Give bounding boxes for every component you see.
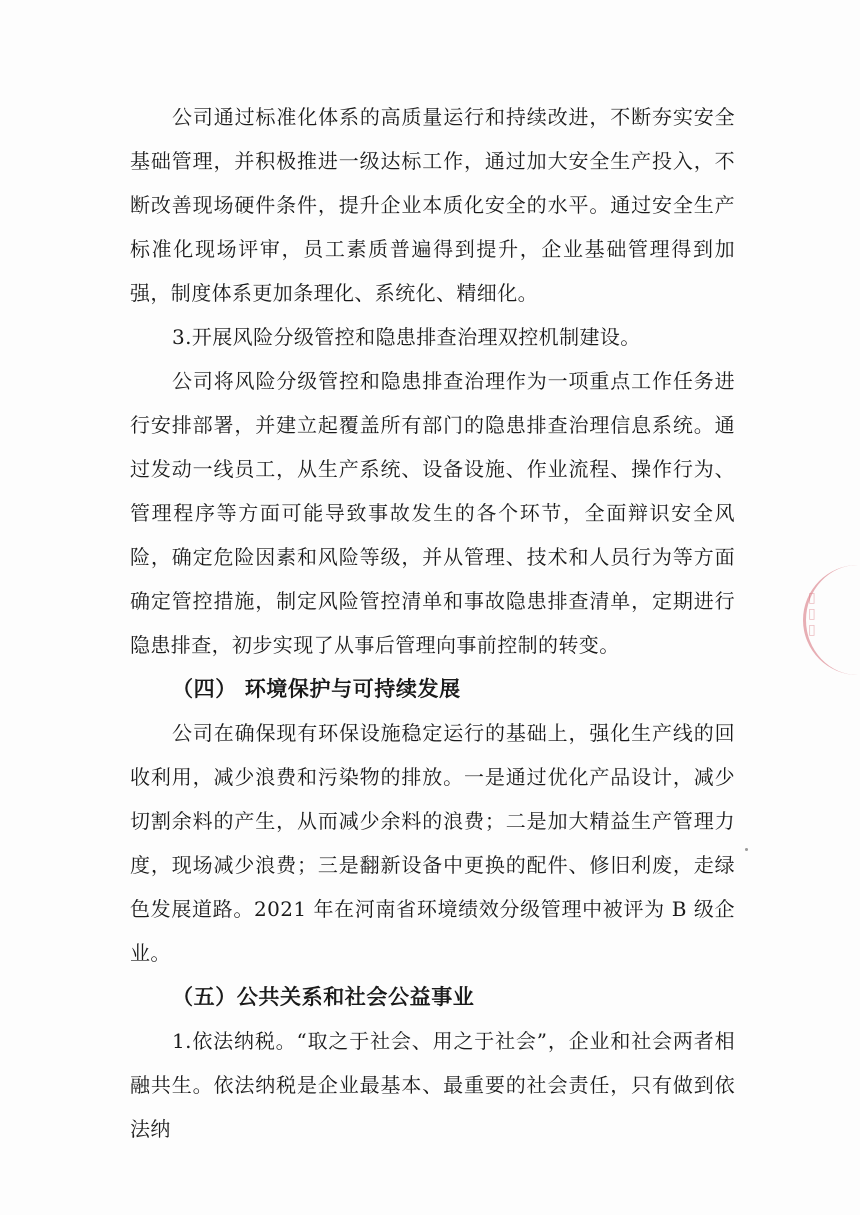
document-body xyxy=(130,95,735,1151)
scan-speck xyxy=(745,848,748,851)
section-4-heading: （四） 环境保护与可持续发展 xyxy=(172,676,461,701)
paragraph-risk-control: 公司将风险分级管控和隐患排查治理作为一项重点工作任务进行安排部署，并建立起覆盖所有部门的隐患排查治理信息系统。通过发动一线员工，从生产系统、设备设施、作业流程、操作行为、管理程序等方面可能导致事故发生的各个环节，全面辩识安全风险，确定危险因素和风险等级，并从管理、技术和人员行为等方面确定管控措施，制定风险管控清单和事故隐患排查清单，定期进行隐患排查，初步实现了从事后管理向事前控制的转变。 xyxy=(130,369,735,657)
item-3-title: 3.开展风险分级管控和隐患排查治理双控机制建设。 xyxy=(172,325,641,349)
seal-fragment-mark: ▯ ▯ ▯ xyxy=(808,590,816,638)
paragraph-standardization: 公司通过标准化体系的高质量运行和持续改进，不断夯实安全基础管理，并积极推进一级达标工作，通过加大安全生产投入，不断改善现场硬件条件，提升企业本质化安全的水平。通过安全生产标准化现场评审，员工素质普遍得到提升，企业基础管理得到加强，制度体系更加条理化、系统化、精细化。 xyxy=(130,105,735,305)
paragraph-tax: 1.依法纳税。“取之于社会、用之于社会”，企业和社会两者相融共生。依法纳税是企业最基本、最重要的社会责任，只有做到依法纳 xyxy=(130,1029,735,1141)
section-5-heading: （五）公共关系和社会公益事业 xyxy=(172,984,475,1009)
paragraph-environment: 公司在确保现有环保设施稳定运行的基础上，强化生产线的回收利用，减少浪费和污染物的排放。一是通过优化产品设计，减少切割余料的产生，从而减少余料的浪费；二是加大精益生产管理力度，现场减少浪费；三是翻新设备中更换的配件、修旧利废，走绿色发展道路。2021 年在河南省环境绩效分级管理中被评为 B 级企业。 xyxy=(130,721,735,965)
